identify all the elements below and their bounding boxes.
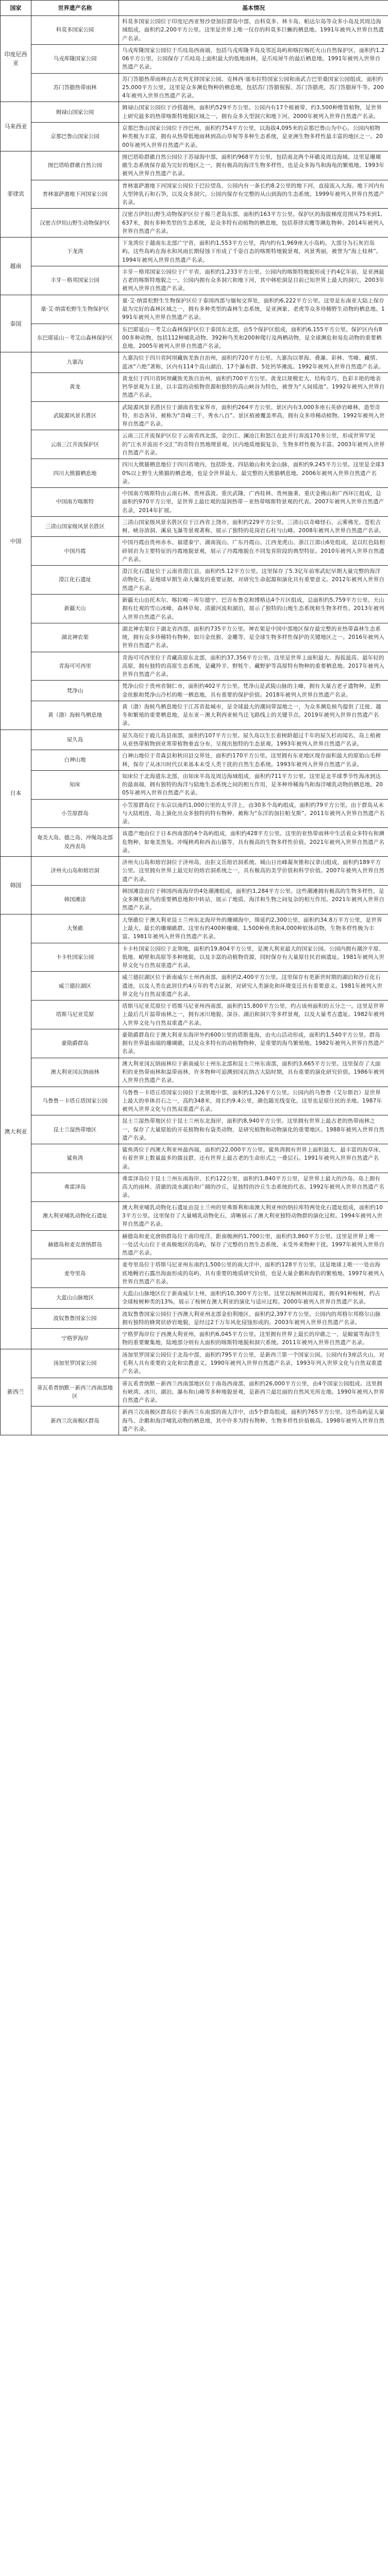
description-cell: 汉密吉伊坦山野生动物保护区位于棉兰老岛东部，面积约163平方公里。保护区的海拔梯度范围从75米到1,637米，拥有多种类型的生态系统，是众多特有动植物的栖息地，包括菲律宾鹰等濒危物种。2014年被列入世界自然遗产名录。: [119, 209, 388, 238]
country-cell: 韩国: [1, 857, 31, 914]
table-row: [1, 1288, 388, 1309]
site-name-cell: 昆士兰湿热带地区: [31, 1115, 119, 1144]
description-cell: 蒂瓦希普纳默－新西兰西南部地区位于南岛西南部，面积约26,000平方公里，由4个国家公园组成。这里拥有峡湾、冰川、湖泊、瀑布和山峰等多种地貌景观，是新西兰最壮丽的自然风光所在地。1990年被列入世界自然遗产名录。: [119, 1378, 388, 1406]
country-cell: 菲律宾: [1, 151, 31, 237]
site-name-cell: 波奴鲁鲁国家公园: [31, 1308, 119, 1329]
table-row: [1, 266, 388, 295]
table-row: [1, 1144, 388, 1173]
country-cell: 越南: [1, 238, 31, 295]
description-cell: 普林塞萨港地下河国家公园位于巴拉望岛，公园内有一条长约8.2公里的地下河，直接流入大海。地下河内有大型钟乳石和石笋，以及众多洞穴。公园内保存有完整的从山到海的生态系统。1999年被列入世界自然遗产名录。: [119, 180, 388, 209]
site-name-cell: 苏门答腊热带雨林: [31, 73, 119, 102]
site-name-cell: 科莫多国家公园: [31, 16, 119, 45]
site-name-cell: 武陵源风景名胜区: [31, 401, 119, 430]
table-row: [1, 885, 388, 914]
description-cell: 小笠原群岛位于东京以南约1,000公里的太平洋上，由30多个岛屿组成，面积约79平方公里。由于群岛从未与大陆相连，岛上演化出众多独特的特有物种，被称为“东洋的加拉帕戈斯”。2011年被列入世界自然遗产名录。: [119, 799, 388, 828]
table-row: [1, 681, 388, 701]
description-cell: 黄龙位于四川省阿坝藏族羌族自治州，面积约700平方公里。黄龙以规模宏大、结构奇巧、色彩丰艳的地表钙华景观为主景，以丰富的动植物资源和独特的高山峡谷为特色，被誉为“人间瑶池”。1992年被列入世界自然遗产名录。: [119, 372, 388, 401]
description-cell: 弗雷泽岛位于昆士兰州东南海岸，长约122公里，面积约1,840平方公里，是世界上最大的沙岛。岛上拥有高大的雨林、清澈的淡水湖泊和广阔的沙丘，是独特的沙丘生态系统的代表。1992年被列入世界自然遗产名录。: [119, 1173, 388, 1201]
table-row: [1, 209, 388, 238]
table-body: [1, 16, 388, 1435]
description-cell: 大堡礁位于澳大利亚昆士兰州东北海岸外的珊瑚海中，绵延约2,300公里，面积约34.8万平方公里，是世界上最大、最长的珊瑚礁群。这里有约400种珊瑚、1,500种鱼类和4,000种软体动物，生物多样性极为丰富。1981年被列入世界自然遗产名录。: [119, 914, 388, 943]
site-name-cell: 知床: [31, 770, 119, 799]
table-row: [1, 1115, 388, 1144]
description-cell: 澄江化石遗址位于云南省澄江县，面积约5.12平方公里。这里保存了5.3亿年前寒武纪早期大量完整的海洋动物化石，是地球早期生命大爆发的重要证据，对研究生命起源和演化具有重要意义。2012年被列入世界自然遗产名录。: [119, 566, 388, 595]
description-cell: 豪勋爵群岛位于澳大利亚东海岸外约600公里的塔斯曼海，由火山活动形成，面积约1,540平方公里。群岛拥有世界最南端的珊瑚礁，以及众多特有的动植物物种，是重要的海鸟繁殖地。1982年被列入世界自然遗产名录。: [119, 1029, 388, 1058]
country-cell: 日本: [1, 730, 31, 856]
site-name-cell: 豪勋爵群岛: [31, 1029, 119, 1058]
table-row: [1, 295, 388, 324]
table-row: [1, 102, 388, 123]
table-row: [1, 1406, 388, 1435]
site-name-cell: 济州火山岛和熔岩洞: [31, 857, 119, 886]
country-cell: 印度尼西亚: [1, 16, 31, 102]
table-row: [1, 430, 388, 459]
description-cell: 青海可可西里位于青藏高原东北部，面积约37,356平方公里。这里是世界上面积最大、海拔最高、最年轻的高原，拥有独特的高原生态系统，是藏羚羊、野牦牛、藏野驴等高原特有物种的重要栖息地。2017年被列入世界自然遗产名录。: [119, 652, 388, 681]
table-row: [1, 770, 388, 799]
description-cell: 云南三江并流保护区位于云南省西北部，金沙江、澜沧江和怒江在此并行奔流170多公里，形成世界罕见的“江水并流而不交汇”的奇特自然地理景观。区内地质地貌复杂，生物多样性极为丰富。2003年被列入世界自然遗产名录。: [119, 430, 388, 459]
table-row: [1, 151, 388, 180]
site-name-cell: 澳大利亚冈瓦纳雨林: [31, 1058, 119, 1087]
site-name-cell: 乌戎库隆国家公园: [31, 44, 119, 73]
table-row: [1, 459, 388, 488]
description-cell: 澳大利亚哺乳动物化石遗址由昆士兰州的里弗斯利和南澳大利亚州的纳拉库特两处化石遗址组成，面积约103平方公里。这里保存了大量哺乳动物化石，清晰展示了澳大利亚独特动物群的演化过程。1994年被列入世界自然遗产名录。: [119, 1201, 388, 1230]
table-row: [1, 1058, 388, 1087]
description-cell: 昆士兰湿热带地区位于昆士兰州东北海岸，面积约8,940平方公里。这里拥有世界上最古老的热带雨林之一，保存了大量原始的开花植物和有袋类动物，是研究植物和动物演化的重要地区。1988年被列入世界自然遗产名录。: [119, 1115, 388, 1144]
description-cell: 梵净山位于贵州省铜仁市，面积约402平方公里。梵净山是武陵山脉的主峰，拥有大量古老孑遗物种，是黔金丝猴和梵净山冷杉的唯一栖息地，具有重要的保护价值。2018年被列入世界自然遗产名录。: [119, 681, 388, 701]
description-cell: 卡卡杜国家公园位于北领地，面积约19,804平方公里，是澳大利亚最大的国家公园。公园内拥有潮汐平原、低地、峭壁和高原等多种地貌，以及丰富的动植物资源，同时保存有大量原住民岩画遗址。1981年被列入世界文化与自然双重遗产名录。: [119, 943, 388, 972]
site-name-cell: 蒂瓦希普纳默－新西兰西南部地区: [31, 1378, 119, 1406]
description-cell: 屋久岛位于鹿儿岛县南部，面积约107平方公里。屋久岛以生长着树龄超过千年的屋久杉而闻名，岛上植被从亚热带植物到亚寒带植物垂直分布，呈现出独特的生态景观。1993年被列入世界自然遗产名录。: [119, 730, 388, 750]
site-name-cell: 澄江化石遗址: [31, 566, 119, 595]
site-name-cell: 图巴塔哈群礁自然公园: [31, 151, 119, 180]
site-name-cell: 京那巴鲁山国家公园: [31, 122, 119, 151]
description-cell: 宁格罗海岸位于西澳大利亚州，面积约6,045平方公里。这里拥有世界上最长的岸礁之一，是鲸鲨等海洋生物的重要聚集地，陆地部分则有大面积的喀斯特地貌和洞穴系统。2011年被列入世界自然遗产名录。: [119, 1329, 388, 1349]
table-row: [1, 828, 388, 857]
site-name-cell: 姆禄山国家公园: [31, 102, 119, 123]
site-name-cell: 白神山地: [31, 750, 119, 771]
site-name-cell: 威兰德拉湖区: [31, 972, 119, 1001]
table-row: [1, 566, 388, 595]
table-row: [1, 44, 388, 73]
description-cell: 知床位于北海道东北部，由知床半岛及周边海域组成，面积约711平方公里。这里是北半球季节性海冰到达的最南端，拥有独特的海洋与陆地生态系统之间的相互作用，是多种珍稀海鸟和海洋哺乳动物的栖息地。2005年被列入世界自然遗产名录。: [119, 770, 388, 799]
description-cell: 童·艾·纳雷松野生生物保护区位于泰国西部与缅甸交界处，面积约6,222平方公里。这里是东南亚大陆上保存最为完好的森林区域之一，拥有多种类型的森林生态系统，是亚洲象、老虎等众多珍稀野生动物的栖息地。1991年被列入世界自然遗产名录。: [119, 295, 388, 324]
table-row: [1, 1087, 388, 1115]
site-name-cell: 中国南方喀斯特: [31, 488, 119, 517]
site-name-cell: 塔斯马尼亚荒原: [31, 1001, 119, 1029]
country-cell: 中国: [1, 352, 31, 730]
description-cell: 姆禄山国家公园位于沙捞越州，面积约529平方公里。公园内有17个植被带，约3,500种维管植物，是世界上研究最多的热带喀斯特地貌区域之一，拥有众多大型洞穴和地下河。2000年被列入世界自然遗产名录。: [119, 102, 388, 123]
table-row: [1, 943, 388, 972]
table-row: [1, 857, 388, 886]
description-cell: 丰芽－格邦国家公园位于广平省，面积约1,233平方公里。公园内的喀斯特地貌形成于约4亿年前，是亚洲最古老的喀斯特地貌之一。公园内拥有众多洞穴和地下河，其中韩松洞是目前已知世界上最大的洞穴。2003年被列入世界自然遗产名录。: [119, 266, 388, 295]
table-row: [1, 1201, 388, 1230]
description-cell: 赫德岛和麦克唐纳群岛位于南印度洋，距南极洲约1,700公里，面积约3,860平方公里。这里是世界上唯一一处活火山位于亚南极地区的岛屿，保存了完整的自然生态系统，未受外来物种干扰。1997年被列入世界自然遗产名录。: [119, 1230, 388, 1259]
description-cell: 四川大熊猫栖息地位于四川省境内，包括卧龙、四姑娘山和夹金山脉，面积约9,245平方公里。这里是全球30%以上野生大熊猫的栖息地，也是全世界最大、最完整的大熊猫栖息地。2006年被列入世界自然遗产名录。: [119, 459, 388, 488]
description-cell: 图巴塔哈群礁自然公园位于苏禄海中部，面积约968平方公里，包括南北两个环礁及周边海域。这里是珊瑚礁生态系统保存最为完好的地区之一，拥有极高的海洋生物多样性，也是众多海鸟和海龟的繁殖地。1993年被列入世界自然遗产名录。: [119, 151, 388, 180]
column-header-site: 世界遗产名称: [31, 1, 119, 16]
site-name-cell: 黄龙: [31, 372, 119, 401]
description-cell: 京那巴鲁山国家公园位于沙巴州，面积约754平方公里，以海拔4,095米的京那巴鲁山为中心。公园内植物种类极为丰富，拥有从热带低地雨林到高山草甸等多种生态系统，是亚洲生物多样性最丰富的地区之一。2000年被列入世界自然遗产名录。: [119, 122, 388, 151]
table-row: [1, 1029, 388, 1058]
description-cell: 苏门答腊热带雨林由古农列尤择国家公园、克林西·塞布拉特国家公园和南武吉巴里桑国家公园组成，面积约25,000平方公里。这里是众多濒危物种的栖息地，包括苏门答腊猩猩、苏门答腊虎、苏门答腊犀牛等。2004年被列入世界自然遗产名录。: [119, 73, 388, 102]
site-name-cell: 赫德岛和麦克唐纳群岛: [31, 1230, 119, 1259]
site-name-cell: 卡卡杜国家公园: [31, 943, 119, 972]
site-name-cell: 奄美大岛、德之岛、冲绳岛北部及西表岛: [31, 828, 119, 857]
site-name-cell: 麦夸里岛: [31, 1259, 119, 1288]
description-cell: 麦夸里岛位于塔斯马尼亚州东南约1,500公里的南大洋中，面积约128平方公里。这是地球上唯一一处由海底地幔岩石露出海面形成的岛屿，具有重要的地质研究价值，也是大量企鹅和海豹的繁殖地。1997年被列入世界自然遗产名录。: [119, 1259, 388, 1288]
site-name-cell: 梵净山: [31, 681, 119, 701]
description-cell: 威兰德拉湖区位于新南威尔士州西南部，面积约2,400平方公里。这里保存有更新世时期的湖泊和沙丘化石遗迹，以及人类在此居住约4万年的考古证据，对研究人类演化和环境变迁具有重要意义。1981年被列入世界文化与自然双重遗产名录。: [119, 972, 388, 1001]
description-cell: 塔斯马尼亚荒原位于塔斯马尼亚州西南部，面积约15,800平方公里，约占该州面积的五分之一。这里是世界上最后几片温带雨林之一，拥有冰川地貌、深谷、湖泊和洞穴等多样景观，以及大量考古遗址。1982年被列入世界文化与自然双重遗产名录。: [119, 1001, 388, 1029]
column-header-description: 基本情况: [119, 1, 388, 16]
table-row: [1, 730, 388, 750]
site-name-cell: 东巴耶延山－考艾山森林保护区: [31, 324, 119, 352]
country-cell: 新西兰: [1, 1349, 31, 1435]
site-name-cell: 弗雷泽岛: [31, 1173, 119, 1201]
table-row: [1, 623, 388, 652]
site-name-cell: 云南三江并流保护区: [31, 430, 119, 459]
table-row: [1, 1329, 388, 1349]
site-name-cell: 普林塞萨港地下河国家公园: [31, 180, 119, 209]
description-cell: 新西兰次南极区群岛位于新西兰东南部的南大洋中，由5个群岛组成，面积约765平方公里。这些岛屿是大量海鸟、企鹅和海洋哺乳动物的栖息地，其中许多为特有物种，生物多样性价值极高。1998年被列入世界自然遗产名录。: [119, 1406, 388, 1435]
site-name-cell: 青海可可西里: [31, 652, 119, 681]
table-row: [1, 1308, 388, 1329]
table-row: [1, 750, 388, 771]
country-cell: 泰国: [1, 295, 31, 352]
table-row: [1, 122, 388, 151]
site-name-cell: 大蓝山山脉地区: [31, 1288, 119, 1309]
site-name-cell: 丰芽－格邦国家公园: [31, 266, 119, 295]
description-cell: 乌戎库隆国家公园位于爪哇岛西南端，包括乌戎库隆半岛及邻近岛屿和喀拉喀托火山自然保护区，面积约1,206平方公里。公园保存了爪哇岛上面积最大的低地雨林，是爪哇犀牛的最后栖息地。1991年被列入世界自然遗产名录。: [119, 44, 388, 73]
table-row: [1, 73, 388, 102]
table-row: [1, 1173, 388, 1201]
description-cell: 湖北神农架位于湖北省西部，面积约735平方公里。神农架是中国中部地区保存最完整的亚热带森林生态系统，拥有众多珍稀特有物种，如川金丝猴、金雕等，是全球生物多样性保护的关键地区之一。2016年被列入世界自然遗产名录。: [119, 623, 388, 652]
description-cell: 乌鲁鲁－卡塔丘塔国家公园位于北领地中部，面积约1,326平方公里。公园内的乌鲁鲁（艾尔斯岩）是世界上最大的单体岩石之一，高约348米，周长约9.4公里，颜色随光线变化。这里也是原住民的圣地。1987年被列入世界文化与自然双重遗产名录。: [119, 1087, 388, 1115]
table-row: [1, 16, 388, 45]
site-name-cell: 澳大利亚哺乳动物化石遗址: [31, 1201, 119, 1230]
table-row: [1, 594, 388, 623]
description-cell: 东巴耶延山－考艾山森林保护区位于泰国东北部，由5个保护区组成，面积约6,155平方公里。保护区内有800多种动物，包括112种哺乳动物、392种鸟类和200种爬行及两栖动物，是全球濒危和易危动物的重要栖息地。2005年被列入世界自然遗产名录。: [119, 324, 388, 352]
description-cell: 济州火山岛和熔岩洞位于济州岛，由拒文岳熔岩洞系统、城山日出峰凝灰锥和汉拿山组成，面积约189平方公里。这里拥有世界上最完好的熔岩洞系统之一，具有极高的美学价值和科学价值。2007年被列入世界自然遗产名录。: [119, 857, 388, 886]
table-row: [1, 516, 388, 537]
country-cell: 澳大利亚: [1, 914, 31, 1349]
site-name-cell: 宁格罗海岸: [31, 1329, 119, 1349]
site-name-cell: 乌鲁鲁－卡塔丘塔国家公园: [31, 1087, 119, 1115]
description-cell: 韩国滩涂由位于韩国西南海岸的4处潮滩组成，面积约1,284平方公里。这些潮滩拥有极高的生物多样性，是众多濒危候鸟的重要栖息地和中转站，展示了地质、海洋和生物之间复杂的相互作用。2021年被列入世界自然遗产名录。: [119, 885, 388, 914]
table-header-row: [1, 1, 388, 16]
description-cell: 中国丹霞由贵州赤水、福建泰宁、湖南崀山、广东丹霞山、江西龙虎山、浙江江郎山6处组成，是以红色陆相碎屑岩为主要特征的丹霞地貌景观，展示了丹霞地貌在不同发育阶段的典型特征。2010年被列入世界自然遗产名录。: [119, 537, 388, 566]
table-row: [1, 701, 388, 730]
description-cell: 中国南方喀斯特由云南石林、贵州荔波、重庆武隆、广西桂林、贵州施秉、重庆金佛山和广西环江组成，总面积约970平方公里，是世界上最壮观的湿润热带－亚热带喀斯特景观的代表。2007年被列入世界自然遗产名录，2014年扩展。: [119, 488, 388, 517]
description-cell: 三清山国家级风景名胜区位于江西省上饶市，面积约229平方公里。三清山以奇峰怪石、云雾佛光、苍松古树、峡谷溶洞、溪泉飞瀑等景观著称，展示了独特的花岗岩石柱与山峰。2008年被列入世界自然遗产名录。: [119, 516, 388, 537]
description-cell: 澳大利亚冈瓦纳雨林位于新南威尔士州东北部和昆士兰州东南部，面积约3,665平方公里。这里保存了大面积的亚热带雨林和温带雨林，许多物种可追溯到冈瓦纳古大陆时期，具有重要的演化研究价值。1986年被列入世界自然遗产名录。: [119, 1058, 388, 1087]
description-cell: 黄（渤）海候鸟栖息地位于江苏省盐城市，是全球最大的潮间带湿地之一，为众多濒危候鸟提供了迁徙、越冬和繁殖的重要栖息地，是东亚－澳大利西亚候鸟迁飞路线上的关键节点。2019年被列入世界自然遗产名录。: [119, 701, 388, 730]
site-name-cell: 新西兰次南极区群岛: [31, 1406, 119, 1435]
description-cell: 武陵源风景名胜区位于湖南省张家界市，面积约264平方公里。景区内有3,000多座石英砂岩峰林，造型奇特，形态各异，被称为“奇峰三千，秀水八百”。景区植被覆盖率高，拥有众多珍稀动植物。1992年被列入世界自然遗产名录。: [119, 401, 388, 430]
country-cell: 马来西亚: [1, 102, 31, 151]
site-name-cell: 九寨沟: [31, 352, 119, 373]
table-row: [1, 1230, 388, 1259]
table-row: [1, 324, 388, 352]
description-cell: 汤加里罗国家公园位于北岛中部，面积约795平方公里，是新西兰第一个国家公园。公园内有3座活火山，对毛利人具有重要的文化和宗教意义。1990年被列入世界自然遗产名录，1993年列入世界文化与自然双重遗产名录。: [119, 1349, 388, 1378]
site-name-cell: 韩国滩涂: [31, 885, 119, 914]
description-cell: 鲨鱼湾位于西澳大利亚州最西端，面积约22,000平方公里。鲨鱼湾拥有世界上面积最大、最丰富的海草床，有着世界上数量最多的儒艮群，还有世界上最古老的生命形式之一叠层石。1991年被列入世界自然遗产名录。: [119, 1144, 388, 1173]
table-row: [1, 652, 388, 681]
description-cell: 大蓝山山脉地区位于新南威尔士州，面积约10,300平方公里。这里以桉树林而闻名，拥有91种桉树，约占全球桉树种类的13%，展示了桉树在澳大利亚的演化与适应过程。2000年被列入世界自然遗产名录。: [119, 1288, 388, 1309]
site-name-cell: 鲨鱼湾: [31, 1144, 119, 1173]
site-name-cell: 中国丹霞: [31, 537, 119, 566]
site-name-cell: 黄（渤）海候鸟栖息地: [31, 701, 119, 730]
description-cell: 该遗产地由位于日本西南部的4个岛屿组成，面积约428平方公里。这里的亚热带雨林中生活着众多特有和濒危物种，如奄美黑兔、冲绳秧鸡和西表山猫等，具有极高的生物多样性价值。2021年被列入世界自然遗产名录。: [119, 828, 388, 857]
table-row: [1, 972, 388, 1001]
site-name-cell: 湖北神农架: [31, 623, 119, 652]
table-row: [1, 488, 388, 517]
table-row: [1, 914, 388, 943]
table-row: [1, 1259, 388, 1288]
site-name-cell: 屋久岛: [31, 730, 119, 750]
site-name-cell: 四川大熊猫栖息地: [31, 459, 119, 488]
table-row: [1, 799, 388, 828]
description-cell: 下龙湾位于越南东北部广宁省，面积约1,553平方公里，湾内约有1,969座大小岛屿，大部分为石灰岩岛屿。这些岛屿在海水和风雨长期侵蚀下形成了千姿百态的喀斯特地貌景观，风景秀丽，被誉为“海上桂林”。1994年被列入世界自然遗产名录。: [119, 238, 388, 266]
site-name-cell: 汉密吉伊坦山野生动物保护区: [31, 209, 119, 238]
table-row: [1, 1378, 388, 1406]
description-cell: 白神山地位于青森县和秋田县交界处，面积约170平方公里。这里拥有东亚地区现存面积最大的原始山毛榉林，保存了从冰川时代以来基本未受人类干扰的自然生态系统。1993年被列入世界自然遗产名录。: [119, 750, 388, 771]
description-cell: 波奴鲁鲁国家公园位于西澳大利亚州北部金伯利地区，面积约2,397平方公里。公园内的邦格尔邦格尔山脉拥有独特的蜂窝状砂岩地貌，是经过2千万年风化侵蚀形成的。2003年被列入世界自然遗产名录。: [119, 1308, 388, 1329]
column-header-country: 国家: [1, 1, 31, 16]
table-row: [1, 1001, 388, 1029]
description-cell: 新疆天山由托木尔、喀拉峻－库尔德宁、巴音布鲁克和博格达4个片区组成，总面积约5,759平方公里。天山拥有壮观的雪山冰峰、森林草甸、清澈河流和湖泊，展示了独特的山地生态系统和生物多样性。2013年被列入世界自然遗产名录。: [119, 594, 388, 623]
table-row: [1, 372, 388, 401]
site-name-cell: 新疆天山: [31, 594, 119, 623]
description-cell: 科莫多国家公园位于印度尼西亚努沙登加拉群岛中部，由科莫多、林卡岛、帕达尔岛等众多小岛及其周边海域组成，面积约2,200平方公里。这里是世界上唯一仅存的科莫多巨蜥的栖息地。1991年被列入世界自然遗产名录。: [119, 16, 388, 45]
description-cell: 九寨沟位于四川省阿坝藏族羌族自治州，面积约720平方公里。九寨沟以翠海、叠瀑、彩林、雪峰、藏情、蓝冰“六绝”著称，区内有114个高山湖泊、17个瀑布群、5处钙华滩流。1992年被列入世界自然遗产名录。: [119, 352, 388, 373]
site-name-cell: 童·艾·纳雷松野生生物保护区: [31, 295, 119, 324]
table-row: [1, 1349, 388, 1378]
table-row: [1, 352, 388, 373]
table-row: [1, 401, 388, 430]
site-name-cell: 下龙湾: [31, 238, 119, 266]
table-row: [1, 180, 388, 209]
site-name-cell: 三清山国家级风景名胜区: [31, 516, 119, 537]
site-name-cell: 汤加里罗国家公园: [31, 1349, 119, 1378]
table-row: [1, 537, 388, 566]
table-row: [1, 238, 388, 266]
site-name-cell: 小笠原群岛: [31, 799, 119, 828]
site-name-cell: 大堡礁: [31, 914, 119, 943]
